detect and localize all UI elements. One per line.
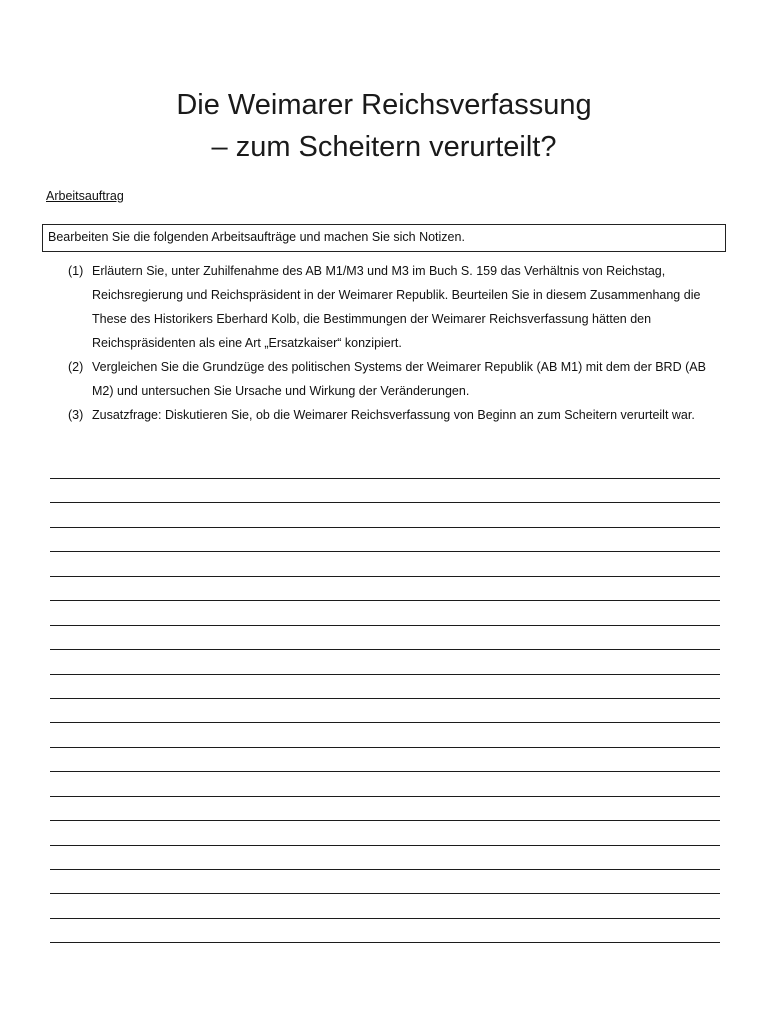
answer-line [50, 870, 720, 894]
instruction-text: Bearbeiten Sie die folgenden Arbeitsaufträge und machen Sie sich Notizen. [48, 230, 465, 244]
task-number: (3) [68, 408, 84, 422]
answer-line [50, 601, 720, 625]
answer-line [50, 675, 720, 699]
section-label: Arbeitsauftrag [46, 189, 124, 203]
task-list [68, 259, 728, 427]
task-text: Erläutern Sie, unter Zuhilfenahme des AB M1/M3 und M3 im Buch S. 159 das Verhältnis von Reichstag, Reichsregierung und Reichspräsident in der Weimarer Republik. Beurteilen Sie in diesem Zusammenhang die These des Historikers Eberhard Kolb, die Bestimmungen der Weimarer Reichsverfassung hätten den Reichspräsidenten als eine Art „Ersatzkaiser“ konzipiert. [92, 264, 701, 350]
answer-line [50, 723, 720, 747]
answer-line [50, 919, 720, 943]
answer-line [50, 699, 720, 723]
answer-line [50, 577, 720, 601]
answer-line [50, 626, 720, 650]
title-line-1: Die Weimarer Reichsverfassung [176, 89, 592, 121]
answer-line [50, 846, 720, 870]
task-item [68, 355, 728, 403]
answer-lines [50, 478, 720, 943]
task-text: Vergleichen Sie die Grundzüge des politischen Systems der Weimarer Republik (AB M1) mit dem der BRD (AB M2) und untersuchen Sie Ursache und Wirkung der Veränderungen. [92, 360, 706, 398]
answer-line [50, 479, 720, 503]
answer-line [50, 503, 720, 527]
task-item [68, 259, 728, 355]
answer-line [50, 528, 720, 552]
answer-line [50, 797, 720, 821]
answer-line [50, 894, 720, 918]
answer-line [50, 748, 720, 772]
answer-line [50, 772, 720, 796]
task-number: (1) [68, 264, 84, 278]
page-title [0, 84, 768, 168]
task-text: Zusatzfrage: Diskutieren Sie, ob die Weimarer Reichsverfassung von Beginn an zum Scheitern verurteilt war. [92, 408, 695, 422]
answer-line [50, 821, 720, 845]
task-item [68, 403, 728, 427]
answer-line [50, 552, 720, 576]
answer-line [50, 650, 720, 674]
task-number: (2) [68, 360, 84, 374]
instruction-box [42, 224, 726, 252]
title-line-2: – zum Scheitern verurteilt? [211, 131, 557, 163]
